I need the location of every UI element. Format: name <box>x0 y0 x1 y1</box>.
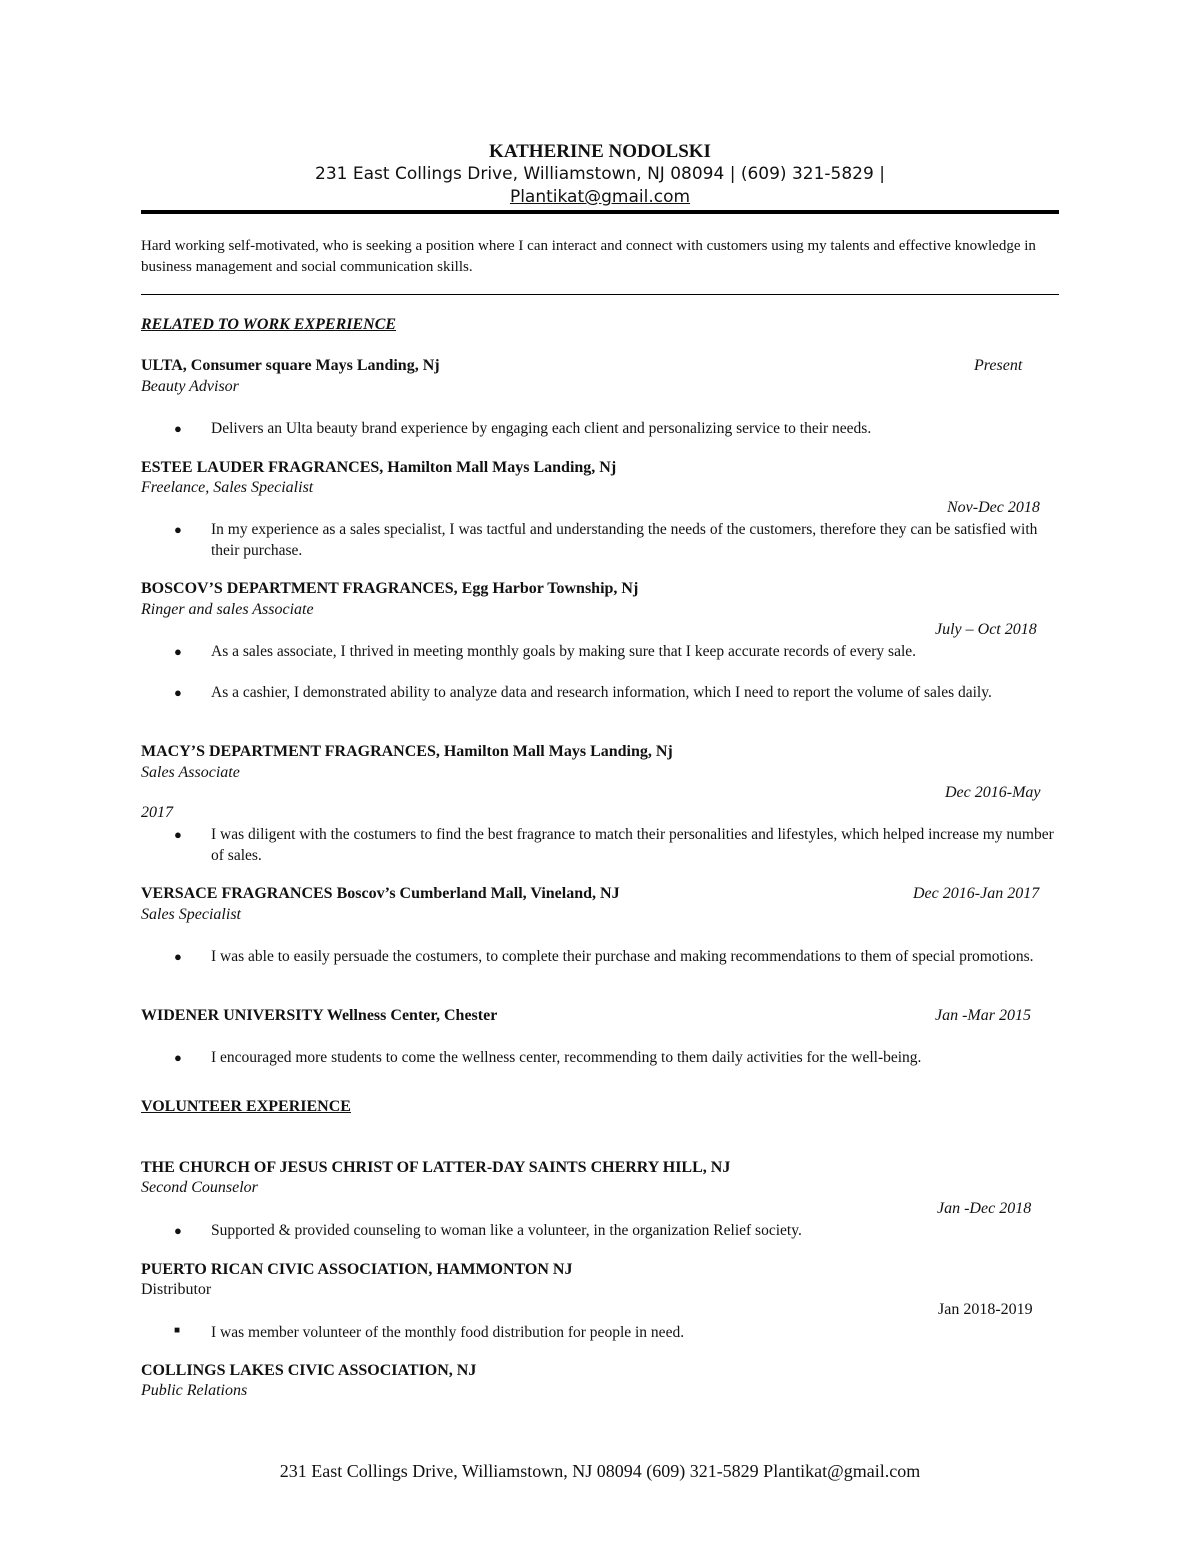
job-role: Ringer and sales Associate <box>141 601 314 618</box>
job-role: Beauty Advisor <box>141 378 239 395</box>
bullet-dot-icon: ● <box>174 421 182 436</box>
volunteer-bullet: Supported & provided counseling to woman like a volunteer, in the organization Relief society. <box>211 1222 802 1239</box>
job-org: ESTEE LAUDER FRAGRANCES, Hamilton Mall Mays Landing, Nj <box>141 459 617 476</box>
email-link[interactable]: Plantikat@gmail.com <box>509 187 691 207</box>
resume-name: KATHERINE NODOLSKI <box>489 141 711 162</box>
job-bullet: I was diligent with the costumers to find the best fragrance to match their personalities and lifestyles, which helped increase my number of sales. <box>211 826 1054 864</box>
job-bullet: I encouraged more students to come the wellness center, recommending to them daily activities for the well-being. <box>211 1049 922 1066</box>
volunteer-date: Jan 2018-2019 <box>938 1301 1033 1318</box>
job-bullet: As a sales associate, I thrived in meeting monthly goals by making sure that I keep accurate records of every sale. <box>211 643 917 660</box>
volunteer-org: PUERTO RICAN CIVIC ASSOCIATION, HAMMONTON NJ <box>141 1261 573 1278</box>
page-footer: 231 East Collings Drive, Williamstown, NJ 08094 (609) 321-5829 Plantikat@gmail.com <box>279 1461 921 1481</box>
bullet-square-icon: ■ <box>174 1325 181 1336</box>
job-date: Present <box>974 357 1023 374</box>
job-role: Freelance, Sales Specialist <box>141 479 314 496</box>
job-date: Dec 2016-May <box>945 784 1041 801</box>
work-section-heading: RELATED TO WORK EXPERIENCE <box>141 316 397 333</box>
job-bullet: Delivers an Ulta beauty brand experience by engaging each client and personalizing service to their needs. <box>211 420 872 437</box>
bullet-dot-icon: ● <box>174 522 182 537</box>
contact-line: 231 East Collings Drive, Williamstown, NJ 08094 | (609) 321-5829 | <box>315 164 885 184</box>
job-role: Sales Specialist <box>141 906 241 923</box>
job-org: BOSCOV’S DEPARTMENT FRAGRANCES, Egg Harbor Township, Nj <box>141 580 639 597</box>
volunteer-role: Second Counselor <box>141 1179 258 1196</box>
volunteer-role: Public Relations <box>141 1382 248 1399</box>
volunteer-role: Distributor <box>141 1281 212 1298</box>
bullet-dot-icon: ● <box>174 685 182 700</box>
bullet-dot-icon: ● <box>174 1050 182 1065</box>
job-org: MACY’S DEPARTMENT FRAGRANCES, Hamilton Mall Mays Landing, Nj <box>141 743 673 760</box>
job-bullet: In my experience as a sales specialist, I was tactful and understanding the needs of the customers, therefore they can be satisfied with their purchase. <box>211 521 1038 559</box>
volunteer-org: THE CHURCH OF JESUS CHRIST OF LATTER-DAY SAINTS CHERRY HILL, NJ <box>141 1159 731 1176</box>
job-bullet: I was able to easily persuade the costumers, to complete their purchase and making recommendations to them of special promotions. <box>211 948 1034 965</box>
job-date: July – Oct 2018 <box>935 621 1037 638</box>
job-date: Nov-Dec 2018 <box>947 499 1040 516</box>
summary-paragraph: Hard working self-motivated, who is seeking a position where I can interact and connect with customers using my talents and effective knowledge in business management and social communication skills. <box>141 238 1036 275</box>
volunteer-section-heading: VOLUNTEER EXPERIENCE <box>141 1098 351 1115</box>
job-date: Jan -Mar 2015 <box>935 1007 1031 1024</box>
job-org: ULTA, Consumer square Mays Landing, Nj <box>141 357 440 374</box>
job-date-continued: 2017 <box>141 804 173 821</box>
job-role: Sales Associate <box>141 764 240 781</box>
volunteer-date: Jan -Dec 2018 <box>937 1200 1032 1217</box>
bullet-dot-icon: ● <box>174 1223 182 1238</box>
bullet-dot-icon: ● <box>174 644 182 659</box>
bullet-dot-icon: ● <box>174 827 182 842</box>
job-bullet: As a cashier, I demonstrated ability to analyze data and research information, which I need to report the volume of sales daily. <box>211 684 992 701</box>
job-org: WIDENER UNIVERSITY Wellness Center, Chester <box>141 1007 498 1024</box>
volunteer-bullet: I was member volunteer of the monthly food distribution for people in need. <box>211 1324 685 1341</box>
job-org: VERSACE FRAGRANCES Boscov’s Cumberland Mall, Vineland, NJ <box>141 885 620 902</box>
summary-divider <box>141 294 1059 295</box>
job-date: Dec 2016-Jan 2017 <box>913 885 1040 902</box>
header-divider <box>141 210 1059 214</box>
bullet-dot-icon: ● <box>174 949 182 964</box>
volunteer-org: COLLINGS LAKES CIVIC ASSOCIATION, NJ <box>141 1362 477 1379</box>
